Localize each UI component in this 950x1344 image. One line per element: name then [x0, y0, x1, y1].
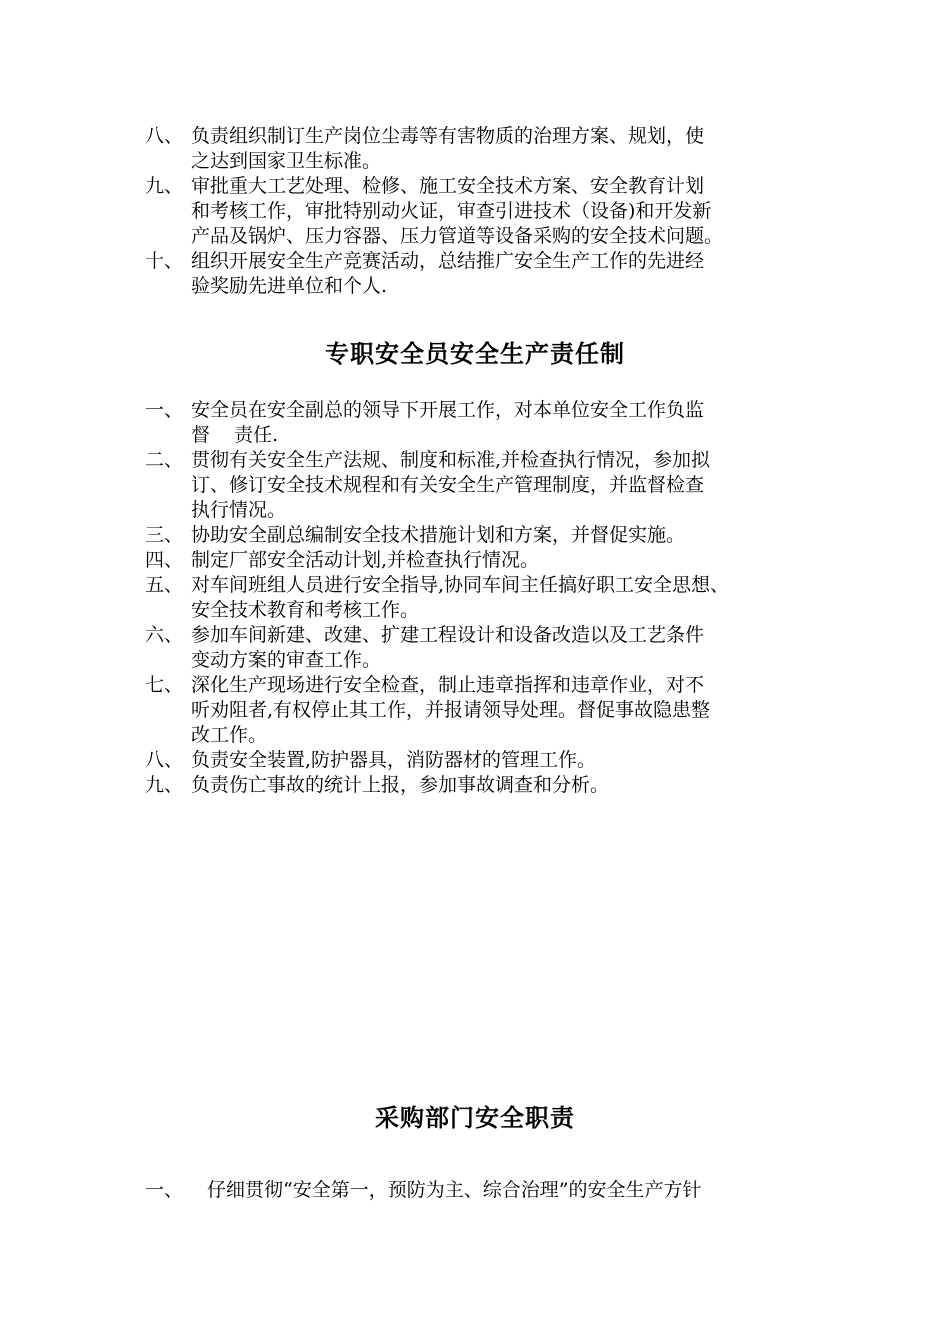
list-item: [145, 174, 835, 249]
item-number: 一、: [145, 399, 184, 421]
item-text: [191, 673, 835, 748]
section3-list: [145, 1178, 835, 1203]
item-text: [191, 548, 835, 573]
section3-title: 采购部门安全职责: [375, 1103, 575, 1132]
item-text: [201, 1178, 835, 1203]
item-line: 制定厂部安全活动计划,并检查执行情况。: [191, 549, 540, 571]
item-line: 验奖励先进单位和个人.: [191, 275, 388, 297]
item-line: 和考核工作，审批特别动火证，审查引进技术（设备)和开发新: [191, 200, 712, 222]
section2-title: 专职安全员安全生产责任制: [325, 339, 625, 368]
item-number: 三、: [145, 524, 184, 546]
item-line: 审批重大工艺处理、检修、施工安全技术方案、安全教育计划: [191, 175, 705, 197]
item-line: 对车间班组人员进行安全指导,协同车间主任搞好职工安全思想、: [191, 574, 730, 596]
list-item: [145, 124, 835, 174]
item-number: 十、: [145, 250, 184, 272]
item-line: 听劝阻者,有权停止其工作，并报请领导处理。督促事故隐患整: [191, 699, 711, 721]
item-line: 安全员在安全副总的领导下开展工作，对本单位安全工作负监: [191, 399, 705, 421]
item-text: [191, 748, 835, 773]
item-number: 四、: [145, 549, 184, 571]
item-line: 组织开展安全生产竞赛活动，总结推广安全生产工作的先进经: [191, 250, 705, 272]
list-item: [145, 748, 835, 773]
list-item: [145, 548, 835, 573]
item-line: 负责组织制订生产岗位尘毒等有害物质的治理方案、规划，使: [191, 125, 705, 147]
item-number: 九、: [145, 175, 184, 197]
item-text: [191, 124, 835, 174]
item-number: 七、: [145, 674, 184, 696]
item-text: [191, 773, 835, 798]
item-line: 变动方案的审查工作。: [191, 649, 382, 671]
list-item: [145, 523, 835, 548]
item-text: [191, 523, 835, 548]
item-number: 九、: [145, 774, 184, 796]
item-text: [191, 398, 835, 448]
item-text: [191, 573, 835, 623]
item-line: 仔细贯彻“安全第一，预防为主、综合治理”的安全生产方针: [201, 1179, 702, 1201]
item-line: 订、修订安全技术规程和有关安全生产管理制度，并监督检查: [191, 474, 705, 496]
item-line: 贯彻有关安全生产法规、制度和标准,并检查执行情况，参加拟: [191, 449, 711, 471]
item-text: [191, 174, 835, 249]
item-line: 执行情况。: [191, 499, 287, 521]
item-line: 负责安全装置,防护器具，消防器材的管理工作。: [191, 749, 597, 771]
list-item: [145, 573, 835, 623]
item-text: [191, 249, 835, 299]
item-text: [191, 448, 835, 523]
list-item: [145, 249, 835, 299]
item-line: 安全技术教育和考核工作。: [191, 599, 420, 621]
item-number: 二、: [145, 449, 184, 471]
list-item: [145, 448, 835, 523]
list-item: [145, 773, 835, 798]
item-line: 参加车间新建、改建、扩建工程设计和设备改造以及工艺条件: [191, 624, 705, 646]
item-line: 产品及锅炉、压力容器、压力管道等设备采购的安全技术问题。: [191, 225, 724, 247]
item-line: 负责伤亡事故的统计上报，参加事故调查和分析。: [191, 774, 610, 796]
section2-list: [145, 398, 835, 798]
item-number: 八、: [145, 749, 184, 771]
item-line: 督 责任.: [191, 424, 279, 446]
item-number: 八、: [145, 125, 184, 147]
item-number: 一、: [145, 1179, 184, 1201]
list-item: [145, 673, 835, 748]
item-number: 五、: [145, 574, 184, 596]
list-item: [145, 1178, 835, 1203]
section1-list: [145, 124, 835, 299]
item-number: 六、: [145, 624, 184, 646]
item-line: 之达到国家卫生标准。: [191, 150, 382, 172]
item-line: 协助安全副总编制安全技术措施计划和方案，并督促实施。: [191, 524, 686, 546]
item-line: 改工作。: [191, 724, 268, 746]
item-text: [191, 623, 835, 673]
item-line: 深化生产现场进行安全检查，制止违章指挥和违章作业，对不: [191, 674, 705, 696]
list-item: [145, 623, 835, 673]
list-item: [145, 398, 835, 448]
